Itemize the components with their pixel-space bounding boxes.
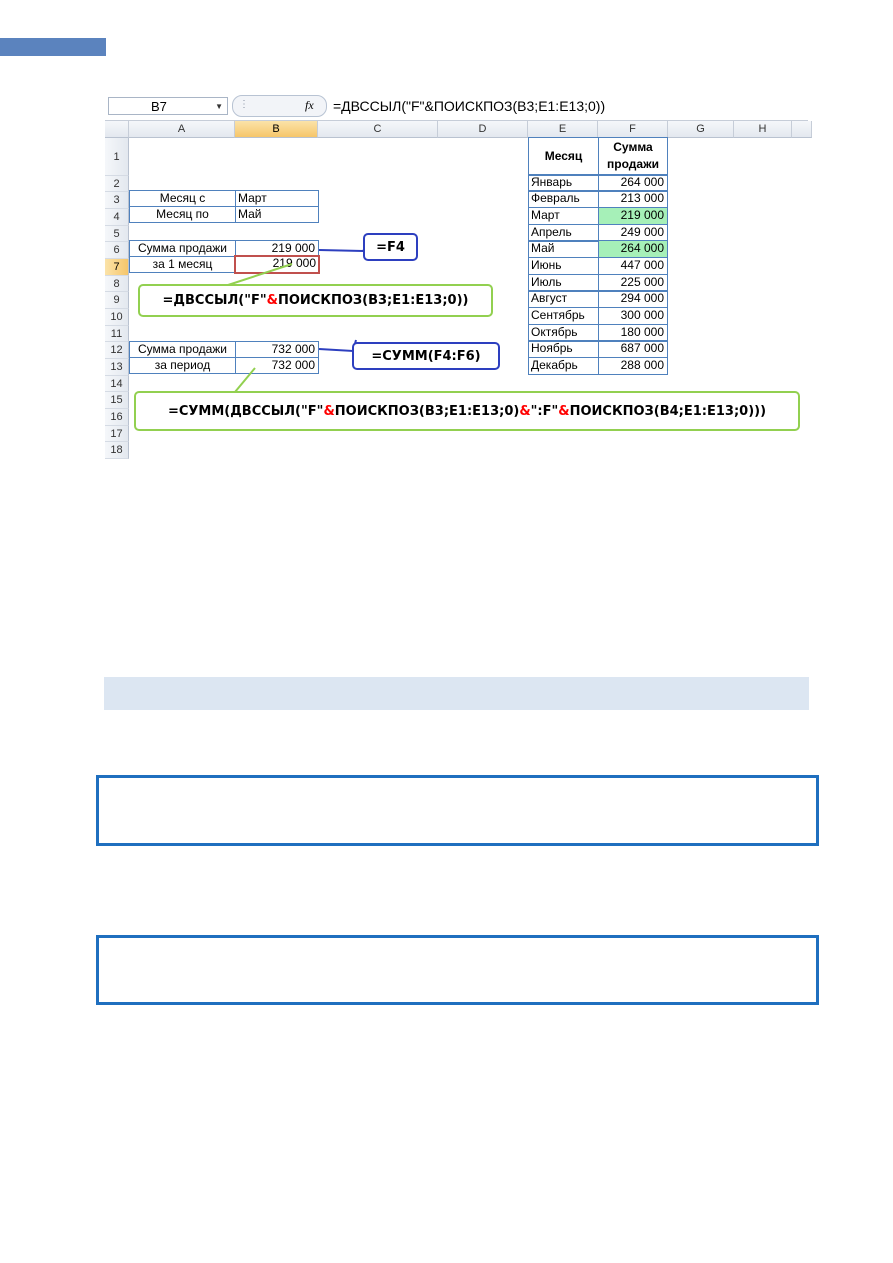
row-header-7[interactable]: 7 — [105, 259, 129, 276]
callout-indirect-single — [138, 284, 493, 317]
row-header-15[interactable]: 15 — [105, 392, 129, 409]
insert-function-icon[interactable]: fx — [305, 98, 314, 112]
column-header-c[interactable]: C — [318, 121, 438, 138]
month-name-cell[interactable]: Апрель — [528, 224, 599, 242]
cell-a4[interactable]: Месяц по — [129, 206, 236, 223]
month-sum-cell[interactable]: 288 000 — [598, 357, 668, 375]
month-sum-cell[interactable]: 219 000 — [598, 207, 668, 225]
column-header-g[interactable]: G — [668, 121, 734, 138]
g2-amp2: & — [519, 403, 531, 419]
cell-a13[interactable]: за период — [129, 357, 236, 374]
connector-summ — [319, 340, 356, 351]
cell-b6[interactable]: 219 000 — [235, 240, 319, 257]
month-sum-cell[interactable]: 447 000 — [598, 257, 668, 275]
month-sum-cell[interactable]: 264 000 — [598, 240, 668, 258]
g2-part-a: =СУММ(ДВССЫЛ("F" — [167, 403, 324, 419]
column-header-d[interactable]: D — [438, 121, 528, 138]
cell-b12[interactable]: 732 000 — [235, 341, 319, 358]
row-header-9[interactable]: 9 — [105, 292, 129, 309]
cell-a6[interactable]: Сумма продажи — [129, 240, 236, 257]
column-header-a[interactable]: A — [129, 121, 235, 138]
callout-indirect-range — [134, 391, 800, 431]
month-sum-cell[interactable]: 180 000 — [598, 324, 668, 342]
column-header-f[interactable]: F — [598, 121, 668, 138]
empty-frame-1 — [96, 775, 819, 846]
month-name-cell[interactable]: Октябрь — [528, 324, 599, 342]
month-sum-cell[interactable]: 294 000 — [598, 290, 668, 308]
column-header-h[interactable]: H — [734, 121, 792, 138]
month-name-cell[interactable]: Декабрь — [528, 357, 599, 375]
header-color-strip — [0, 38, 106, 56]
name-box-value: B7 — [151, 99, 167, 114]
cell-a3[interactable]: Месяц с — [129, 190, 236, 207]
cell-b3[interactable]: Март — [235, 190, 319, 207]
row-header-6[interactable]: 6 — [105, 242, 129, 259]
cell-b7[interactable]: 219 000 — [272, 256, 316, 270]
cell-b13[interactable]: 732 000 — [235, 357, 319, 374]
month-sum-cell[interactable]: 225 000 — [598, 274, 668, 292]
month-sum-cell[interactable]: 264 000 — [598, 174, 668, 192]
row-header-3[interactable]: 3 — [105, 192, 129, 209]
g2-part-c: ":F" — [530, 403, 559, 419]
spreadsheet-screenshot — [105, 93, 808, 456]
g1-part-a: =ДВССЫЛ("F" — [162, 293, 267, 308]
row-header-10[interactable]: 10 — [105, 309, 129, 326]
column-header-e[interactable]: E — [528, 121, 598, 138]
connector-g1 — [225, 264, 292, 286]
g2-amp3: & — [558, 403, 570, 419]
g2-amp1: & — [323, 403, 335, 419]
month-name-cell[interactable]: Ноябрь — [528, 340, 599, 358]
g1-amp: & — [266, 293, 278, 308]
connector-g2 — [235, 368, 405, 392]
row-header-12[interactable]: 12 — [105, 342, 129, 359]
month-name-cell[interactable]: Март — [528, 207, 599, 225]
row-header-11[interactable]: 11 — [105, 326, 129, 342]
cell-a12[interactable]: Сумма продажи — [129, 341, 236, 358]
month-name-cell[interactable]: Август — [528, 290, 599, 308]
row-header-14[interactable]: 14 — [105, 376, 129, 392]
column-header-b[interactable]: B — [235, 121, 318, 138]
highlight-band — [104, 677, 809, 710]
formula-input[interactable]: =ДВССЫЛ("F"&ПОИСКПОЗ(B3;E1:E13;0)) — [333, 98, 606, 114]
cell-a7[interactable]: за 1 месяц — [129, 256, 236, 273]
row-header-5[interactable]: 5 — [105, 226, 129, 242]
cell-b4[interactable]: Май — [235, 206, 319, 223]
month-name-cell[interactable]: Январь — [528, 174, 599, 192]
g2-part-b: ПОИСКПОЗ(B3;E1:E13;0) — [334, 403, 520, 419]
header-month[interactable]: Месяц — [528, 137, 599, 176]
month-name-cell[interactable]: Февраль — [528, 190, 599, 208]
row-header-17[interactable]: 17 — [105, 426, 129, 442]
row-header-16[interactable]: 16 — [105, 409, 129, 426]
month-name-cell[interactable]: Сентябрь — [528, 307, 599, 325]
row-header-2[interactable]: 2 — [105, 176, 129, 192]
month-sum-cell[interactable]: 300 000 — [598, 307, 668, 325]
empty-frame-2 — [96, 935, 819, 1005]
row-header-1[interactable]: 1 — [105, 138, 129, 176]
splitter-handle-icon[interactable]: ⋮ — [239, 99, 249, 110]
month-sum-cell[interactable]: 249 000 — [598, 224, 668, 242]
chevron-down-icon[interactable]: ▼ — [215, 102, 223, 111]
month-name-cell[interactable]: Июнь — [528, 257, 599, 275]
header-sum-line1: Сумма — [613, 140, 653, 154]
row-header-13[interactable]: 13 — [105, 359, 129, 376]
header-sum-line2: продажи — [607, 157, 659, 171]
month-sum-cell[interactable]: 687 000 — [598, 340, 668, 358]
callout-summ: =СУММ(F4:F6) — [352, 342, 500, 370]
g1-part-b: ПОИСКПОЗ(B3;E1:E13;0)) — [277, 293, 469, 308]
callout-f4: =F4 — [363, 233, 418, 261]
month-name-cell[interactable]: Май — [528, 240, 599, 258]
g2-part-d: ПОИСКПОЗ(B4;E1:E13;0))) — [569, 403, 767, 419]
month-sum-cell[interactable]: 213 000 — [598, 190, 668, 208]
row-header-4[interactable]: 4 — [105, 209, 129, 226]
row-header-18[interactable]: 18 — [105, 442, 129, 459]
month-name-cell[interactable]: Июль — [528, 274, 599, 292]
row-header-8[interactable]: 8 — [105, 276, 129, 292]
